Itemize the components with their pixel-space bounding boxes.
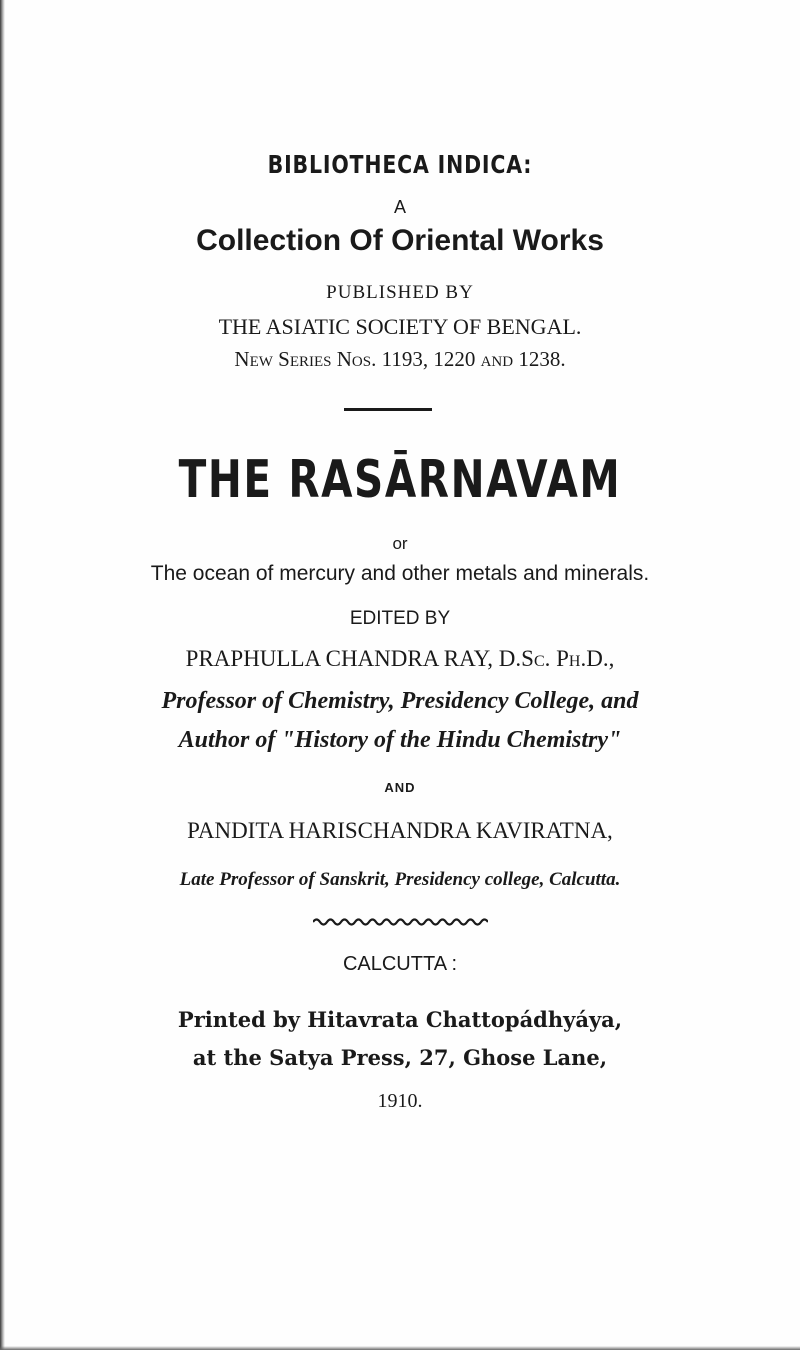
first-editor-name: PRAPHULLA CHANDRA RAY, bbox=[185, 646, 494, 671]
work-subtitle: The ocean of mercury and other metals and minerals. bbox=[150, 562, 650, 585]
imprint-year: 1910. bbox=[377, 1090, 423, 1112]
title-or: or bbox=[392, 534, 408, 553]
first-editor-authorship: Author of "History of the Hindu Chemistry" bbox=[178, 727, 622, 753]
second-editor-affiliation: Late Professor of Sanskrit, Presidency college, Calcutta. bbox=[179, 869, 621, 890]
title-rule bbox=[344, 408, 432, 411]
editors-and: AND bbox=[384, 780, 416, 795]
edited-by: EDITED BY bbox=[349, 608, 451, 629]
imprint-printer: Printed by Hitavrata Chattopádhyáya, bbox=[177, 1007, 623, 1032]
series-numbers: New Series Nos. 1193, 1220 and 1238. bbox=[234, 347, 566, 371]
page-bottom-shadow bbox=[0, 1346, 800, 1350]
second-editor-name: PANDITA HARISCHANDRA KAVIRATNA, bbox=[187, 818, 613, 843]
first-editor bbox=[0, 646, 800, 672]
published-by: PUBLISHED BY bbox=[326, 282, 474, 303]
series-label: BIBLIOTHECA INDICA: bbox=[267, 150, 533, 179]
publisher-society: THE ASIATIC SOCIETY OF BENGAL. bbox=[218, 314, 582, 339]
imprint-press: at the Satya Press, 27, Ghose Lane, bbox=[192, 1045, 608, 1070]
first-editor-affiliation: Professor of Chemistry, Presidency College, and bbox=[161, 688, 639, 714]
work-title: THE RASĀRNAVAM bbox=[178, 450, 622, 510]
first-editor-degrees: D.Sc. Ph.D., bbox=[498, 646, 615, 671]
series-article: A bbox=[393, 197, 406, 217]
imprint-place: CALCUTTA : bbox=[342, 953, 458, 975]
series-collection: Collection Of Oriental Works bbox=[196, 224, 604, 257]
wavy-rule-ornament bbox=[313, 917, 488, 927]
